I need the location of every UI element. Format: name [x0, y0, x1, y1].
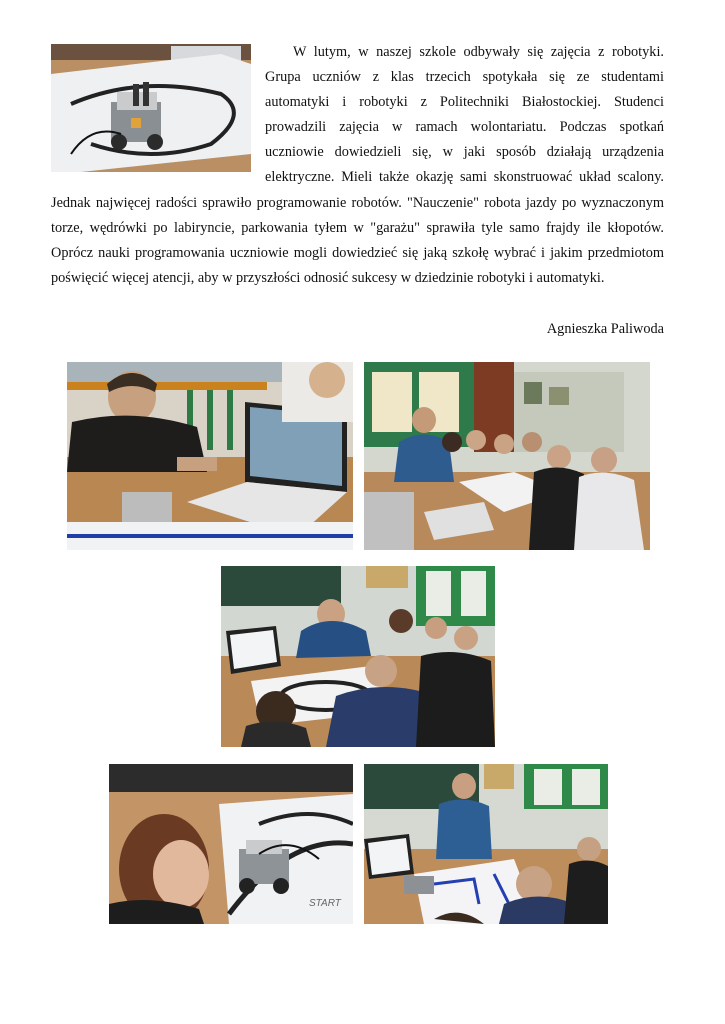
article-paragraph-text: W lutym, w naszej szkole odbywały się zajęcia z robotyki. Grupa uczniów z klas trzecich spotykała się ze studentami automatyki i robotyki z Politechniki Białostockiej. Studenci prowadzili zajęcia w ramach wolontariatu. Podczas spotkań uczniowie dowiedzieli się, w jaki sposób działają urządzenia elektryczne. Mieli także okazję sami skonstruować układ scalony. Jednak najwięcej radości sprawiło programowanie robotów. "Nauczenie" robota jazdy po wyznaczonym torze, wędrówki po labiryncie, parkowania tyłem w "garażu" sprawiła tyle samo frajdy ile kłopotów. Oprócz nauki programowania uczniowie mogli dowiedzieć się jaką szkołę wybrać i jakim przedmiotom poświęcić więcej atencji, aby w przyszłości odnosić sukcesy w dziedzinie robotyki i automatyki.	[51, 44, 664, 286]
maze-mat-photo	[364, 764, 608, 924]
group-around-track-photo	[221, 566, 495, 747]
girl-with-robot-photo	[109, 764, 353, 924]
article-author: Agnieszka Paliwoda	[546, 321, 664, 337]
article-paragraph-block	[51, 40, 664, 291]
robot-on-track-photo	[51, 44, 251, 172]
student-at-laptop-photo	[67, 362, 353, 550]
mat-start-label: START	[309, 898, 341, 909]
classroom-group-photo	[364, 362, 650, 550]
